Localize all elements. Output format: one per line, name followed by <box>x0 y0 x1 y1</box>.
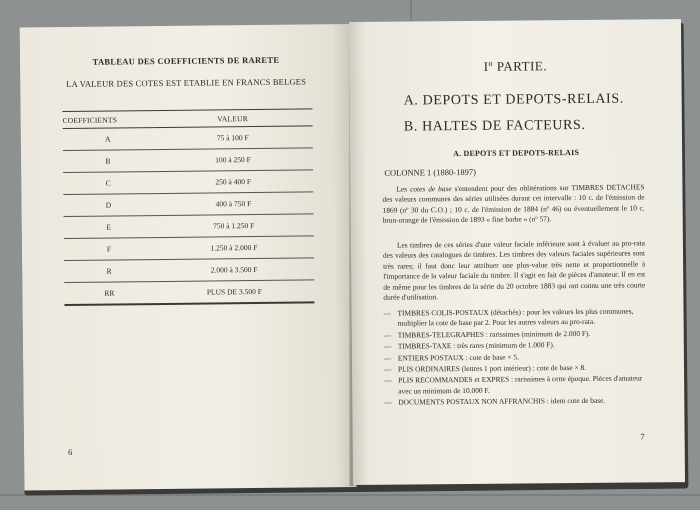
coef-cell: A <box>63 128 153 151</box>
page-number-left: 6 <box>67 446 73 458</box>
list-dash: — <box>383 341 392 351</box>
left-page <box>20 24 357 490</box>
column-label: COLONNE 1 (1880-1897) <box>384 166 476 178</box>
heading-a: A. DEPOTS ET DEPOTS-RELAIS. <box>403 91 624 109</box>
coef-cell: F <box>64 238 154 261</box>
table-row <box>63 148 313 173</box>
value-cell: 750 à 1.250 F <box>154 214 314 238</box>
right-page <box>349 19 685 485</box>
list-item-text: PLIS RECOMMANDES et EXPRES : rarissimes à cette époque. Pièces d'amateur avec un minimum de 10.000 F. <box>398 373 643 396</box>
column-header-valeur: VALEUR <box>152 109 312 128</box>
italic-term: cotes de base <box>410 184 452 194</box>
list-dash: — <box>384 397 392 407</box>
table-subtitle: LA VALEUR DES COTES EST ETABLIE EN FRANCS BELGES <box>66 76 307 90</box>
part-title: Iº PARTIE. <box>483 58 548 74</box>
paragraph-prefix: Les <box>396 184 411 194</box>
coef-cell: RR <box>64 282 154 305</box>
paragraph-cotes-de-base <box>382 182 644 226</box>
list-item-text: PLIS ORDINAIRES (lettres 1 port intérieur) : cote de base × 8. <box>397 362 587 374</box>
list-dash: — <box>383 308 391 318</box>
coef-cell: R <box>64 260 154 283</box>
table-row <box>63 192 313 217</box>
value-cell: 1.250 à 2.000 F <box>154 236 314 260</box>
rarity-table <box>62 108 314 306</box>
list-dash: — <box>383 364 392 374</box>
list-dash: — <box>383 353 392 363</box>
list-item-text: ENTIERS POSTAUX : cote de base × 5. <box>397 352 519 363</box>
table-title: TABLEAU DES COEFFICIENTS DE RARETE <box>92 54 280 67</box>
heading-b: B. HALTES DE FACTEURS. <box>403 117 586 135</box>
value-cell: 2.000 à 3.500 F <box>154 258 314 282</box>
list-dash: — <box>384 376 392 386</box>
coef-cell: D <box>63 194 153 217</box>
page-number-right: 7 <box>640 431 645 442</box>
coef-cell: E <box>64 216 154 239</box>
value-cell: 250 à 400 F <box>153 170 313 194</box>
table-row <box>64 236 314 261</box>
list-item <box>384 396 648 409</box>
list-item-text: TIMBRES COLIS-POSTAUX (détachés) : pour les valeurs les plus communes, multiplier la cote de base par 2. Pour les autres valeurs au pro-rata. <box>397 306 634 329</box>
list-item <box>383 306 647 329</box>
floor-tile-line <box>410 0 412 24</box>
value-cell: PLUS DE 3.500 F <box>154 280 314 304</box>
value-cell: 400 à 750 F <box>153 192 313 216</box>
coef-cell: C <box>63 172 153 195</box>
value-cell: 100 à 250 F <box>153 148 313 172</box>
list-item-text: DOCUMENTS POSTAUX NON AFFRANCHIS : idem cote de base. <box>398 396 606 407</box>
table-row <box>63 170 313 195</box>
value-cell: 75 à 100 F <box>153 126 313 150</box>
section-subheading: A. DEPOTS ET DEPOTS-RELAIS <box>453 148 580 159</box>
list-dash: — <box>383 330 392 340</box>
list-item-text: TIMBRES-TELEGRAPHES : rarissimes (minimum de 2.000 F). <box>397 328 591 340</box>
coef-cell: B <box>63 150 153 173</box>
postal-items-list <box>383 306 648 409</box>
paragraph-valeur-faciale: Les timbres de ces séries d'une valeur faciale inférieure sont à évaluer au pro-rata des valeurs des catalogues de timbres. Les timbres des valeurs faciales supérieures sont très rares; il faut donc leur attribuer une plus-value très nette et proportionnelle à l'importance de la valeur faciale du timbre. Il s'agit en fait de pièces d'amateur. Il en est de même pour les timbres de la série du 20 octobre 1883 qui ont connu une très courte durée d'utilisation. <box>382 238 646 302</box>
list-item <box>384 374 648 397</box>
table-row <box>64 214 314 239</box>
table-row <box>63 126 313 151</box>
table-row <box>64 258 314 283</box>
list-item-text: TIMBRES-TAXE : très rares (minimum de 1.000 F). <box>397 340 555 351</box>
table-row <box>64 280 314 305</box>
paragraph-body: s'entendent pour des oblitérations sur TIMBRES DETACHES des valeurs communes des séries utilisées durant cet intervalle : 10 c. de l'émission de 1869 (nº 30 du C.O.) ; 10 c. de l'émission de 1884 (nº 46) ou éventuellement le 10 c. brun-orange de l'émission de 1893 « fine barbe » (nº 57). <box>382 182 645 225</box>
column-header-coefficients: COEFFICIENTS <box>62 111 152 129</box>
